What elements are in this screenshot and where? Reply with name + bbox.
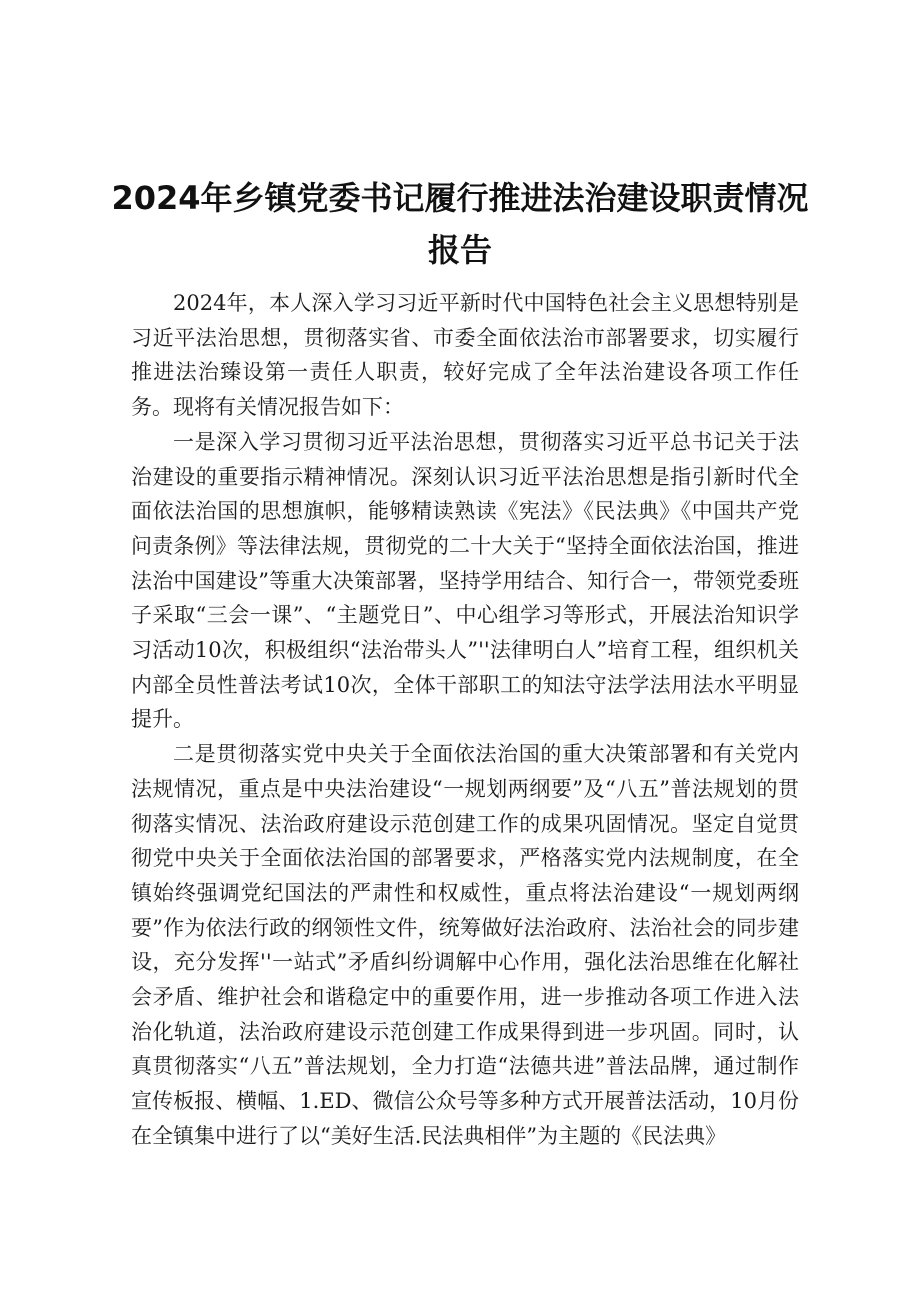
document-body — [131, 286, 799, 1154]
paragraph-section-1: 一是深入学习贯彻习近平法治思想，贯彻落实习近平总书记关于法治建设的重要指示精神情况。深刻认识习近平法治思想是指引新时代全面依法治国的思想旗帜，能够精读熟读《宪法》《民法典》《中国共产党问责条例》等法律法规，贯彻党的二十大关于“坚持全面依法治国，推进法治中国建设”等重大决策部署，坚持学用结合、知行合一，带领党委班子采取“三会一课”、“主题党日”、中心组学习等形式，开展法治知识学习活动10次，积极组织“法治带头人”''法律明白人”培育工程，组织机关内部全员性普法考试10次，全体干部职工的知法守法学法用法水平明显提升。 — [131, 429, 799, 732]
paragraph-section-2: 二是贯彻落实党中央关于全面依法治国的重大决策部署和有关党内法规情况，重点是中央法治建设“一规划两纲要”及“八五”普法规划的贯彻落实情况、法治政府建设示范创建工作的成果巩固情况。坚定自觉贯彻党中央关于全面依法治国的部署要求，严格落实党内法规制度，在全镇始终强调党纪国法的严肃性和权威性，重点将法治建设“一规划两纲要”作为依法行政的纲领性文件，统筹做好法治政府、法治社会的同步建设，充分发挥''一站式”矛盾纠纷调解中心作用，强化法治思维在化解社会矛盾、维护社会和谐稳定中的重要作用，进一步推动各项工作进入法治化轨道，法治政府建设示范创建工作成果得到进一步巩固。同时，认真贯彻落实“八五”普法规划，全力打造“法德共进”普法品牌，通过制作宣传板报、横幅、1.ED、微信公众号等多种方式开展普法活动，10月份在全镇集中进行了以“美好生活.民法典相伴”为主题的《民法典》 — [131, 742, 799, 1148]
document-title: 2024年乡镇党委书记履行推进法治建设职责情况报告 — [111, 179, 809, 269]
paragraph-intro: 2024年，本人深入学习习近平新时代中国特色社会主义思想特别是习近平法治思想，贯彻落实省、市委全面依法治市部署要求，切实履行推进法治臻设第一责任人职责，较好完成了全年法治建设各项工作任务。现将有关情况报告如下： — [131, 291, 799, 420]
